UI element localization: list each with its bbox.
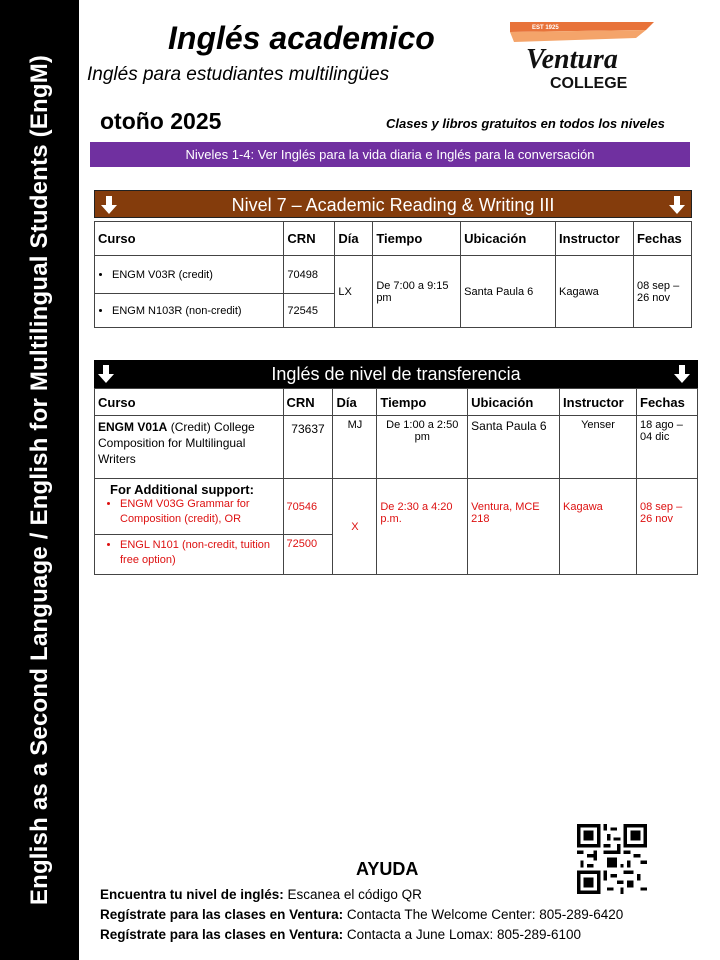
instructor-cell: Kagawa — [556, 256, 634, 328]
level7-table — [94, 221, 692, 328]
location-cell: Santa Paula 6 — [468, 416, 560, 479]
crn-cell: 73637 — [283, 416, 333, 479]
day-cell: LX — [335, 256, 373, 328]
logo-college: COLLEGE — [550, 75, 628, 92]
qr-code[interactable] — [577, 824, 647, 894]
sidebar — [0, 0, 79, 960]
course-cell — [95, 256, 284, 294]
course-cell — [95, 535, 284, 575]
time-cell: De 7:00 a 9:15 pm — [373, 256, 461, 328]
course-cell — [95, 479, 284, 535]
time-cell: De 2:30 a 4:20 p.m. — [377, 479, 468, 575]
column-header: Día — [335, 222, 373, 256]
crn-cell: 70546 — [283, 479, 333, 535]
free-classes-note: Clases y libros gratuitos en todos los niveles — [386, 116, 665, 131]
crn-cell: 72500 — [283, 535, 333, 575]
logo-year: EST 1925 — [532, 25, 559, 31]
time-cell: De 1:00 a 2:50 pm — [377, 416, 468, 479]
levels-banner: Niveles 1-4: Ver Inglés para la vida diaria e Inglés para la conversación — [90, 142, 690, 167]
crn-cell: 72545 — [284, 294, 335, 328]
course-name: • ENGL N101 (non-credit, tuition free option) — [120, 538, 280, 568]
course-name: • ENGM V03G Grammar for Composition (credit), OR — [120, 497, 280, 527]
course-cell — [95, 294, 284, 328]
down-arrow-icon — [99, 195, 119, 215]
level7-header — [94, 190, 692, 218]
page-title: Inglés academico — [168, 20, 435, 56]
table-row — [95, 256, 692, 294]
column-header: Ubicación — [468, 389, 560, 416]
day-cell: MJ — [333, 416, 377, 479]
column-header: Tiempo — [377, 389, 468, 416]
table-header-row — [95, 389, 698, 416]
course-description: (Credit) College Composition for Multilingual Writers — [98, 420, 255, 466]
course-name: • ENGM N103R (non-credit) — [112, 305, 280, 317]
sidebar-vertical-text: English as a Second Language / English for Multilingual Students (EngM) — [26, 54, 53, 906]
column-header: Fechas — [637, 389, 698, 416]
instructor-cell: Yenser — [560, 416, 637, 479]
column-header: Instructor — [560, 389, 637, 416]
dates-cell: 08 sep – 26 nov — [637, 479, 698, 575]
help-lines — [100, 885, 623, 945]
table-header-row — [95, 222, 692, 256]
table-row — [95, 479, 698, 535]
ventura-college-logo — [504, 16, 664, 96]
column-header: CRN — [283, 389, 333, 416]
transfer-table — [94, 388, 698, 575]
help-heading: AYUDA — [356, 859, 419, 879]
term-label: otoño 2025 — [100, 108, 222, 134]
help-line: Regístrate para las clases en Ventura: Contacta a June Lomax: 805-289-6100 — [100, 927, 582, 942]
level7-title: Nivel 7 – Academic Reading & Writing III — [231, 195, 555, 215]
course-name: • ENGM V03R (credit) — [112, 269, 280, 281]
down-arrow-icon — [672, 364, 692, 384]
table-row — [95, 416, 698, 479]
dates-cell: 08 sep – 26 nov — [633, 256, 691, 328]
transfer-header — [94, 360, 698, 388]
column-header: Curso — [95, 222, 284, 256]
column-header: CRN — [284, 222, 335, 256]
day-cell: X — [333, 479, 377, 575]
dates-cell: 18 ago – 04 dic — [637, 416, 698, 479]
help-line: Regístrate para las clases en Ventura: Contacta The Welcome Center: 805-289-6420 — [100, 907, 624, 922]
down-arrow-icon — [667, 195, 687, 215]
course-code: ENGM V01A — [98, 420, 168, 434]
column-header: Ubicación — [461, 222, 556, 256]
column-header: Fechas — [633, 222, 691, 256]
support-heading: For Additional support: — [110, 482, 254, 497]
column-header: Instructor — [556, 222, 634, 256]
transfer-title: Inglés de nivel de transferencia — [271, 364, 521, 384]
location-cell: Ventura, MCE 218 — [468, 479, 560, 575]
column-header: Día — [333, 389, 377, 416]
instructor-cell: Kagawa — [560, 479, 637, 575]
page-subtitle: Inglés para estudiantes multilingües — [87, 64, 390, 85]
column-header: Curso — [95, 389, 284, 416]
crn-cell: 70498 — [284, 256, 335, 294]
column-header: Tiempo — [373, 222, 461, 256]
logo-name: Ventura — [526, 44, 618, 75]
down-arrow-icon — [96, 364, 116, 384]
location-cell: Santa Paula 6 — [461, 256, 556, 328]
course-cell — [95, 416, 284, 479]
help-line: Encuentra tu nivel de inglés: Escanea el código QR — [100, 887, 422, 902]
